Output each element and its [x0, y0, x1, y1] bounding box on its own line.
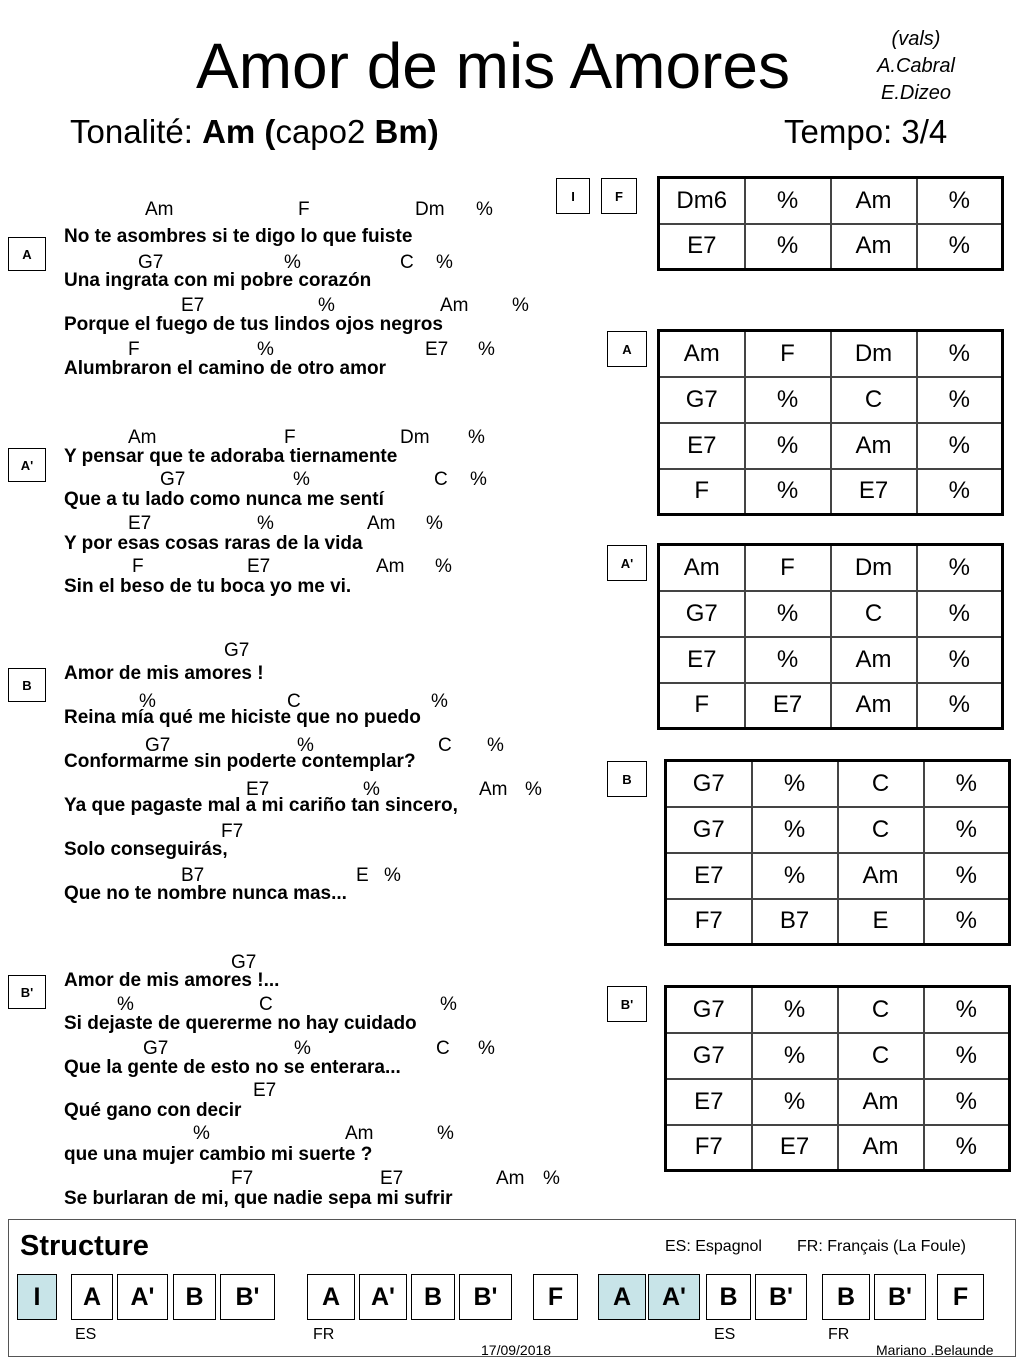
- chord: C: [438, 735, 452, 756]
- chord-grid-b-prime: [664, 985, 1011, 1172]
- grid-row: [666, 853, 1010, 899]
- grid-row: [666, 1125, 1010, 1171]
- footer-author: Mariano .Belaunde: [876, 1342, 994, 1358]
- section-label-b: B: [8, 668, 46, 702]
- grid-cell: G7: [666, 1033, 752, 1079]
- grid-cell: E7: [659, 423, 745, 469]
- grid-cell: %: [745, 469, 831, 515]
- grid-row: [659, 683, 1003, 729]
- chord: C: [400, 252, 414, 273]
- chord: Dm: [400, 427, 430, 448]
- grid-cell: E7: [745, 683, 831, 729]
- grid-cell: G7: [666, 987, 752, 1033]
- grid-cell: E: [838, 899, 924, 945]
- chord: F: [298, 199, 310, 220]
- grid-cell: %: [917, 591, 1003, 637]
- structure-box: B': [220, 1274, 275, 1320]
- chord: E: [356, 865, 369, 886]
- chord: %: [257, 339, 274, 360]
- grid-row: [666, 1033, 1010, 1079]
- grid-cell: F: [745, 331, 831, 377]
- grid-cell: F7: [666, 899, 752, 945]
- grid-row: [666, 807, 1010, 853]
- grid-cell: %: [917, 683, 1003, 729]
- structure-box: B: [173, 1274, 216, 1320]
- chord: %: [139, 691, 156, 712]
- lyric-line: Una ingrata con mi pobre corazón: [64, 270, 372, 291]
- structure-box: B': [874, 1274, 926, 1320]
- grid-cell: %: [924, 899, 1010, 945]
- chord: %: [363, 779, 380, 800]
- grid-cell: %: [745, 377, 831, 423]
- grid-cell: Dm6: [659, 178, 745, 224]
- lyric-line: Y pensar que te adoraba tiernamente: [64, 446, 398, 467]
- chord: Am: [367, 513, 396, 534]
- grid-cell: %: [917, 224, 1003, 270]
- grid-row: [659, 423, 1003, 469]
- grid-cell: %: [745, 224, 831, 270]
- grid-cell: %: [745, 178, 831, 224]
- grid-cell: %: [917, 331, 1003, 377]
- structure-box: B: [706, 1274, 751, 1320]
- chord: %: [293, 469, 310, 490]
- chord: B7: [181, 865, 205, 886]
- lyric-line: Amor de mis amores !...: [64, 970, 280, 991]
- grid-label-final: F: [601, 178, 637, 214]
- grid-row: [659, 178, 1003, 224]
- language-marker: ES: [714, 1326, 736, 1343]
- chord-grid-intro: [657, 176, 1004, 271]
- chord: E7: [380, 1168, 404, 1189]
- chord: %: [435, 556, 452, 577]
- chord-grid-a: [657, 329, 1004, 516]
- grid-label-a-prime: A': [607, 545, 647, 581]
- chord: G7: [231, 952, 257, 973]
- grid-cell: F7: [666, 1125, 752, 1171]
- grid-cell: G7: [659, 377, 745, 423]
- structure-box: F: [533, 1274, 578, 1320]
- grid-cell: %: [924, 1033, 1010, 1079]
- structure-box: A': [117, 1274, 168, 1320]
- structure-box: B': [755, 1274, 807, 1320]
- chord: E7: [246, 779, 270, 800]
- lyric-line: Si dejaste de quererme no hay cuidado: [64, 1013, 417, 1034]
- lyric-line: Conformarme sin poderte contemplar?: [64, 751, 416, 772]
- grid-label-intro: I: [556, 178, 590, 214]
- chord: %: [431, 691, 448, 712]
- chord: Am: [376, 556, 405, 577]
- grid-row: [659, 591, 1003, 637]
- chord: Am: [496, 1168, 525, 1189]
- chord: %: [426, 513, 443, 534]
- lyricist: E.Dizeo: [880, 82, 952, 104]
- lyric-line: Que la gente de esto no se enterara...: [64, 1057, 401, 1078]
- section-label-a: A: [8, 237, 46, 271]
- grid-cell: Am: [659, 331, 745, 377]
- structure-box: B: [411, 1274, 455, 1320]
- grid-cell: E7: [659, 637, 745, 683]
- structure-box: A: [307, 1274, 355, 1320]
- grid-cell: %: [745, 637, 831, 683]
- tonality-capo-key: Bm): [374, 113, 439, 150]
- chord: %: [487, 735, 504, 756]
- grid-cell: C: [838, 761, 924, 807]
- grid-cell: %: [917, 423, 1003, 469]
- grid-cell: %: [924, 1125, 1010, 1171]
- chord-grid-b: [664, 759, 1011, 946]
- grid-cell: Am: [659, 545, 745, 591]
- chord: E7: [181, 295, 205, 316]
- song-credits: [862, 26, 970, 107]
- grid-cell: %: [924, 853, 1010, 899]
- grid-cell: F: [659, 683, 745, 729]
- section-label-b-prime: B': [8, 975, 46, 1009]
- chord: Am: [440, 295, 469, 316]
- grid-cell: %: [924, 987, 1010, 1033]
- grid-row: [659, 331, 1003, 377]
- grid-cell: %: [752, 853, 838, 899]
- grid-cell: Am: [831, 178, 917, 224]
- grid-cell: %: [752, 1079, 838, 1125]
- lyric-line: No te asombres si te digo lo que fuiste: [64, 226, 413, 247]
- tonality-capo: capo2: [275, 113, 375, 150]
- grid-cell: %: [924, 1079, 1010, 1125]
- grid-cell: C: [838, 1033, 924, 1079]
- tempo: Tempo: 3/4: [784, 113, 948, 150]
- chord: F: [132, 556, 144, 577]
- song-title: Amor de mis Amores: [196, 30, 790, 102]
- chord: E7: [128, 513, 152, 534]
- lyric-line: Que no te nombre nunca mas...: [64, 883, 347, 904]
- grid-cell: Am: [831, 423, 917, 469]
- grid-cell: F: [659, 469, 745, 515]
- grid-row: [659, 469, 1003, 515]
- lyric-line: Qué gano con decir: [64, 1100, 242, 1121]
- chord: %: [512, 295, 529, 316]
- grid-cell: C: [831, 591, 917, 637]
- chord: G7: [145, 735, 171, 756]
- structure-box: B: [822, 1274, 870, 1320]
- structure-title: Structure: [20, 1230, 149, 1262]
- grid-label-a: A: [607, 331, 647, 367]
- grid-cell: G7: [666, 761, 752, 807]
- chord: %: [525, 779, 542, 800]
- grid-row: [666, 761, 1010, 807]
- chord: %: [478, 1038, 495, 1059]
- grid-cell: G7: [666, 807, 752, 853]
- chord: %: [468, 427, 485, 448]
- chord: C: [287, 691, 301, 712]
- grid-cell: Am: [831, 224, 917, 270]
- grid-cell: E7: [659, 224, 745, 270]
- chord: F7: [221, 821, 244, 842]
- grid-cell: %: [917, 377, 1003, 423]
- composer: A.Cabral: [877, 55, 955, 77]
- grid-cell: %: [745, 591, 831, 637]
- lyric-line: Amor de mis amores !: [64, 663, 264, 684]
- chord-grid-a-prime: [657, 543, 1004, 730]
- structure-box: B': [459, 1274, 512, 1320]
- chord: F7: [231, 1168, 254, 1189]
- tonality: [70, 112, 439, 152]
- grid-cell: Dm: [831, 331, 917, 377]
- grid-row: [659, 545, 1003, 591]
- chord: E7: [425, 339, 449, 360]
- structure-box: A': [359, 1274, 407, 1320]
- grid-cell: E7: [752, 1125, 838, 1171]
- language-marker: FR: [313, 1326, 335, 1343]
- chord: %: [470, 469, 487, 490]
- grid-cell: G7: [659, 591, 745, 637]
- grid-cell: E7: [666, 853, 752, 899]
- grid-cell: %: [752, 761, 838, 807]
- chord: %: [476, 199, 493, 220]
- structure-box: A: [71, 1274, 113, 1320]
- grid-cell: %: [752, 1033, 838, 1079]
- chord: %: [437, 1123, 454, 1144]
- structure-box: A': [648, 1274, 700, 1320]
- grid-row: [659, 377, 1003, 423]
- grid-cell: %: [917, 469, 1003, 515]
- lyric-line: Sin el beso de tu boca yo me vi.: [64, 576, 352, 597]
- grid-cell: %: [745, 423, 831, 469]
- grid-cell: B7: [752, 899, 838, 945]
- chord: G7: [138, 252, 164, 273]
- footer-date: 17/09/2018: [481, 1342, 552, 1358]
- chord: %: [318, 295, 335, 316]
- chord: E7: [247, 556, 271, 577]
- lyric-line: que una mujer cambio mi suerte ?: [64, 1144, 373, 1165]
- grid-cell: %: [924, 761, 1010, 807]
- grid-cell: %: [924, 807, 1010, 853]
- chord: %: [440, 994, 457, 1015]
- grid-label-b: B: [607, 761, 647, 797]
- chord: %: [257, 513, 274, 534]
- lyric-line: Se burlaran de mi, que nadie sepa mi sufrir: [64, 1188, 453, 1209]
- language-marker: FR: [828, 1326, 850, 1343]
- grid-label-b-prime: B': [607, 986, 647, 1022]
- chord: F: [128, 339, 140, 360]
- chord: %: [193, 1123, 210, 1144]
- grid-cell: Dm: [831, 545, 917, 591]
- lyric-line: Ya que pagaste mal a mi cariño tan sincero,: [64, 795, 458, 816]
- grid-cell: C: [838, 807, 924, 853]
- grid-cell: Am: [838, 853, 924, 899]
- chord: Dm: [415, 199, 445, 220]
- grid-cell: F: [745, 545, 831, 591]
- grid-cell: Am: [838, 1079, 924, 1125]
- lyric-line: Alumbraron el camino de otro amor: [64, 358, 386, 379]
- grid-row: [666, 899, 1010, 945]
- grid-row: [659, 637, 1003, 683]
- grid-cell: C: [831, 377, 917, 423]
- lyric-line: Reina mía qué me hiciste que no puedo: [64, 707, 421, 728]
- chord: %: [384, 865, 401, 886]
- chord: %: [543, 1168, 560, 1189]
- chord: %: [284, 252, 301, 273]
- grid-cell: %: [917, 545, 1003, 591]
- grid-cell: Am: [831, 637, 917, 683]
- structure-box: I: [17, 1274, 57, 1320]
- grid-cell: Am: [838, 1125, 924, 1171]
- structure-box: F: [937, 1274, 984, 1320]
- chord: F: [284, 427, 296, 448]
- grid-cell: %: [917, 637, 1003, 683]
- chord: %: [478, 339, 495, 360]
- grid-row: [659, 224, 1003, 270]
- chord: %: [294, 1038, 311, 1059]
- chord: Am: [479, 779, 508, 800]
- structure-box: A: [598, 1274, 646, 1320]
- song-style: (vals): [891, 28, 941, 50]
- grid-cell: %: [917, 178, 1003, 224]
- chord: G7: [224, 640, 250, 661]
- chord: G7: [143, 1038, 169, 1059]
- chord: Am: [345, 1123, 374, 1144]
- grid-cell: E7: [666, 1079, 752, 1125]
- grid-cell: Am: [831, 683, 917, 729]
- chord: %: [117, 994, 134, 1015]
- grid-cell: %: [752, 987, 838, 1033]
- grid-row: [666, 1079, 1010, 1125]
- legend-es: ES: Espagnol: [665, 1238, 762, 1255]
- grid-row: [666, 987, 1010, 1033]
- grid-cell: C: [838, 987, 924, 1033]
- grid-cell: E7: [831, 469, 917, 515]
- grid-cell: %: [752, 807, 838, 853]
- chord: E7: [253, 1080, 277, 1101]
- chord: Am: [145, 199, 174, 220]
- chord: C: [259, 994, 273, 1015]
- lyric-line: Solo conseguirás,: [64, 839, 228, 860]
- legend-fr: FR: Français (La Foule): [797, 1238, 966, 1255]
- chord: G7: [160, 469, 186, 490]
- chord: %: [297, 735, 314, 756]
- section-label-a-prime: A': [8, 448, 46, 482]
- lyric-line: Que a tu lado como nunca me sentí: [64, 489, 384, 510]
- tonality-key: Am (: [202, 113, 276, 150]
- lyric-line: Porque el fuego de tus lindos ojos negros: [64, 314, 443, 335]
- chord: Am: [128, 427, 157, 448]
- chord: C: [436, 1038, 450, 1059]
- chord: %: [436, 252, 453, 273]
- tonality-label: Tonalité:: [70, 113, 203, 150]
- lyric-line: Y por esas cosas raras de la vida: [64, 533, 363, 554]
- chord: C: [434, 469, 448, 490]
- language-marker: ES: [75, 1326, 97, 1343]
